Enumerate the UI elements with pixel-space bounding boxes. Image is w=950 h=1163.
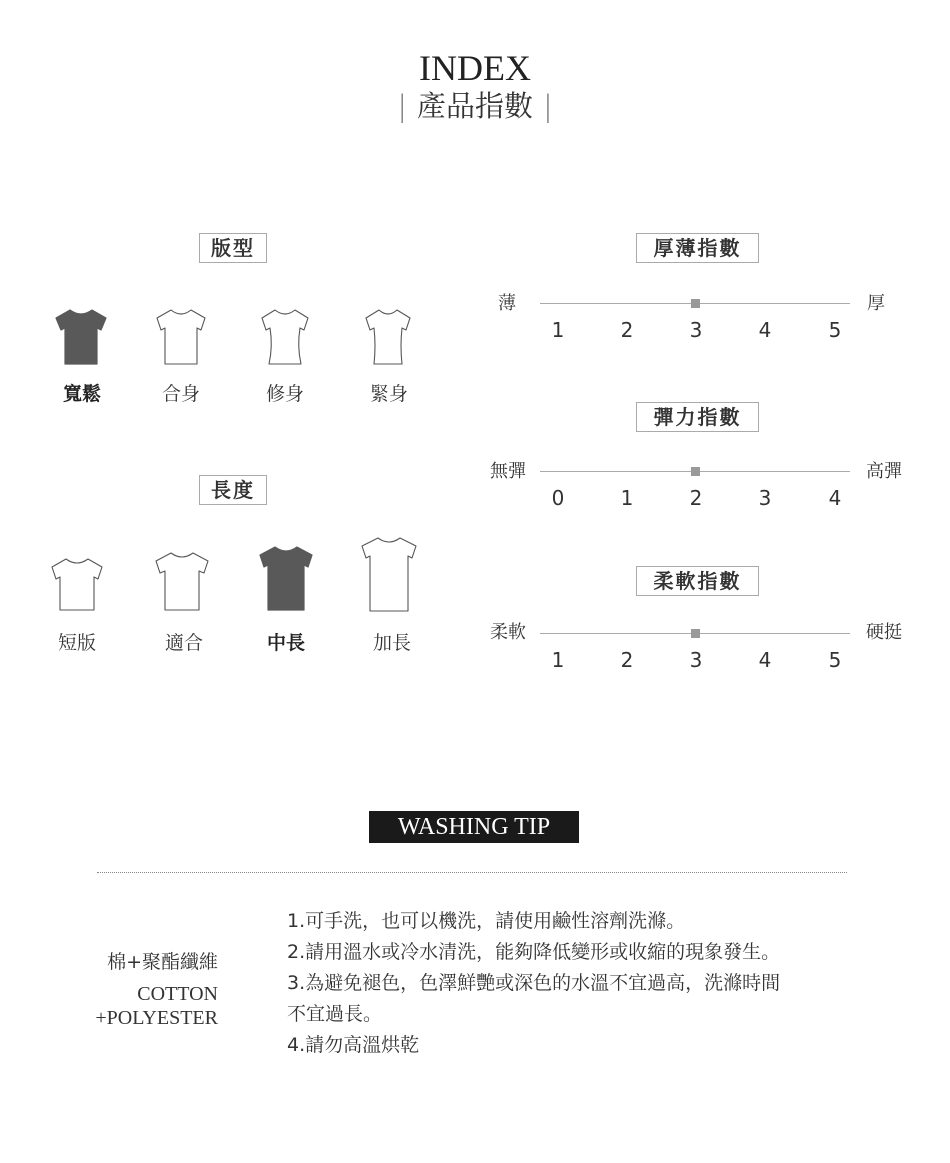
title-right-bar: | bbox=[543, 89, 553, 123]
fit-option-loose: 寬鬆 bbox=[62, 383, 101, 405]
fit-option-regular: 合身 bbox=[161, 383, 200, 405]
softness-tick: 3 bbox=[689, 648, 703, 672]
shirt-short-icon bbox=[49, 557, 105, 612]
washing-tips-list bbox=[287, 906, 907, 1061]
softness-tick: 2 bbox=[620, 648, 634, 672]
elasticity-tick: 3 bbox=[758, 486, 772, 510]
softness-right-label: 硬挺 bbox=[866, 622, 902, 643]
softness-tick: 4 bbox=[758, 648, 772, 672]
washing-tip: 不宜過長。 bbox=[287, 1003, 383, 1025]
washing-tip-badge: WASHING TIP bbox=[369, 811, 579, 843]
elasticity-tick: 1 bbox=[620, 486, 634, 510]
washing-tip: 2.請用溫水或冷水清洗，能夠降低變形或收縮的現象發生。 bbox=[287, 941, 781, 963]
washing-tip: 3.為避免褪色，色澤鮮艷或深色的水溫不宜過高，洗滌時間 bbox=[287, 972, 781, 994]
elasticity-right-label: 高彈 bbox=[866, 461, 902, 482]
thickness-tick: 4 bbox=[758, 318, 772, 342]
thickness-left-label: 薄 bbox=[498, 293, 516, 314]
length-option-short: 短版 bbox=[57, 632, 96, 654]
elasticity-tick: 0 bbox=[551, 486, 565, 510]
elasticity-tick: 4 bbox=[828, 486, 842, 510]
length-label: 長度 bbox=[199, 475, 267, 505]
page-title-en: INDEX bbox=[419, 48, 531, 88]
length-option-standard: 適合 bbox=[164, 632, 203, 654]
softness-left-label: 柔軟 bbox=[490, 622, 526, 643]
shirt-mid-length-icon bbox=[257, 545, 315, 612]
material-en bbox=[40, 982, 218, 1030]
material-zh: 棉+聚酯纖維 bbox=[107, 951, 218, 973]
thickness-tick: 5 bbox=[828, 318, 842, 342]
thickness-tick: 2 bbox=[620, 318, 634, 342]
shirt-regular-icon bbox=[153, 308, 209, 365]
title-left-bar: | bbox=[397, 89, 407, 123]
softness-tick: 1 bbox=[551, 648, 565, 672]
thickness-tick: 1 bbox=[551, 318, 565, 342]
fit-option-tight: 緊身 bbox=[369, 383, 408, 405]
softness-marker bbox=[691, 629, 700, 638]
thickness-right-label: 厚 bbox=[867, 293, 885, 314]
fit-option-slim: 修身 bbox=[265, 383, 304, 405]
material-en-line-2: +POLYESTER bbox=[95, 1007, 218, 1029]
softness-tick: 5 bbox=[828, 648, 842, 672]
thickness-label: 厚薄指數 bbox=[636, 233, 759, 263]
thickness-marker bbox=[691, 299, 700, 308]
elasticity-tick: 2 bbox=[689, 486, 703, 510]
length-option-long: 加長 bbox=[372, 632, 411, 654]
length-option-mid: 中長 bbox=[266, 632, 305, 654]
softness-label: 柔軟指數 bbox=[636, 566, 759, 596]
elasticity-left-label: 無彈 bbox=[490, 461, 526, 482]
shirt-tight-icon bbox=[360, 308, 416, 365]
washing-tip: 1.可手洗，也可以機洗，請使用鹼性溶劑洗滌。 bbox=[287, 910, 686, 932]
shirt-standard-icon bbox=[153, 551, 211, 612]
elasticity-label: 彈力指數 bbox=[636, 402, 759, 432]
section-divider bbox=[97, 872, 847, 873]
shirt-slim-icon bbox=[257, 308, 313, 365]
washing-tip: 4.請勿高溫烘乾 bbox=[287, 1034, 420, 1056]
page-title-zh-text: 產品指數 bbox=[416, 89, 533, 123]
shirt-long-icon bbox=[359, 536, 419, 613]
thickness-tick: 3 bbox=[689, 318, 703, 342]
shirt-loose-icon bbox=[53, 308, 109, 365]
fit-label: 版型 bbox=[199, 233, 267, 263]
material-en-line-1: COTTON bbox=[137, 983, 218, 1005]
elasticity-marker bbox=[691, 467, 700, 476]
page-title-zh bbox=[0, 88, 950, 124]
